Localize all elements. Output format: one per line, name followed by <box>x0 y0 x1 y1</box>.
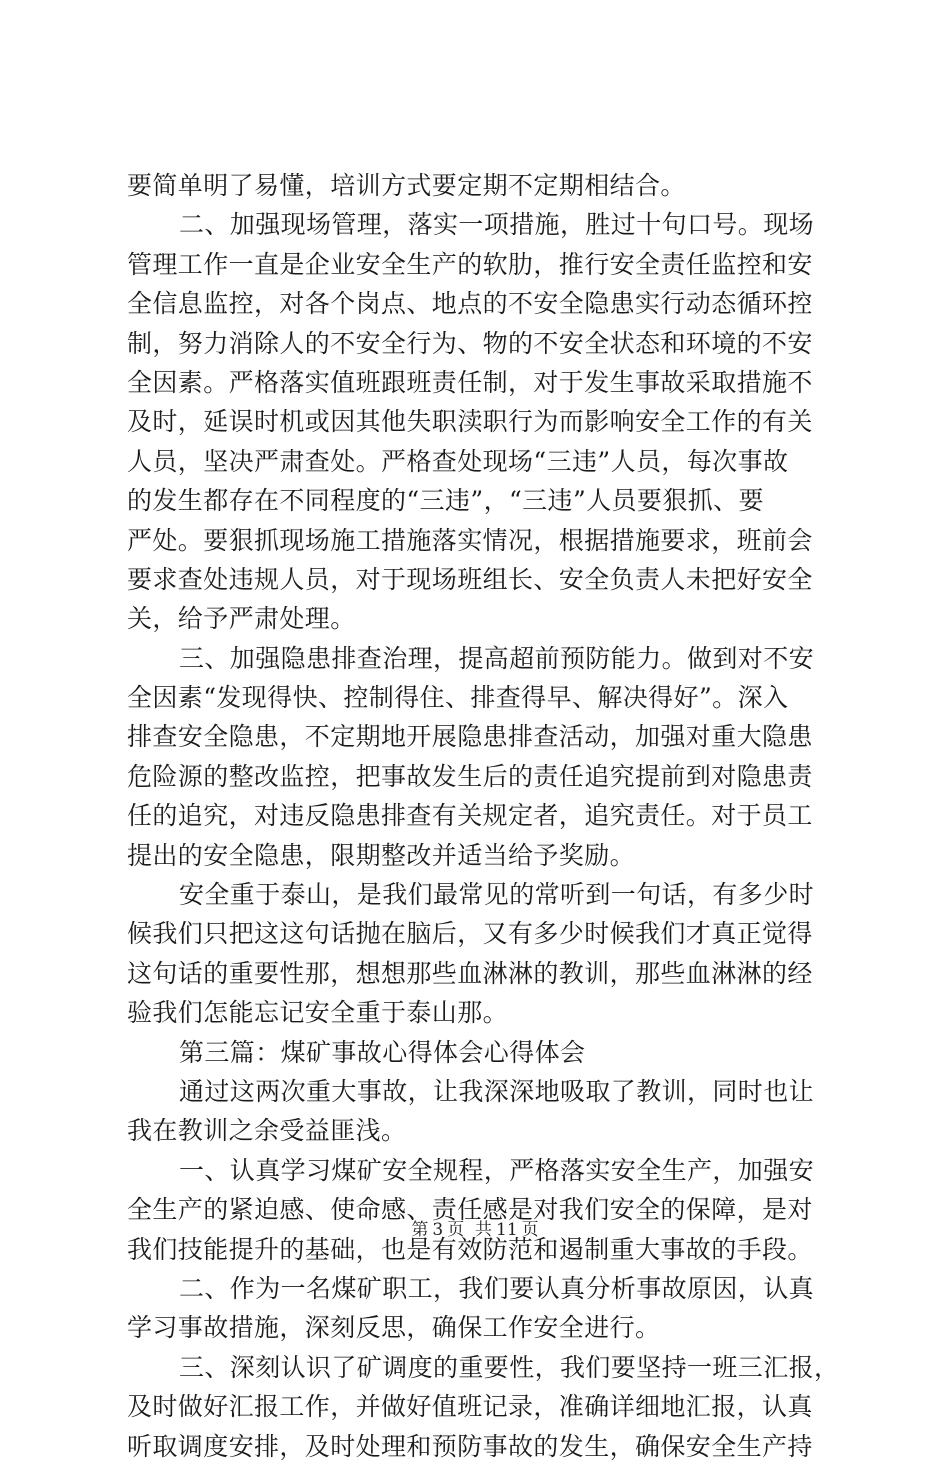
text-line: 验我们怎能忘记安全重于泰山那。 <box>127 998 509 1028</box>
text-line: 要简单明了易懂，培训方式要定期不定期相结合。 <box>127 171 686 200</box>
footer-page-suffix: 页 <box>521 1220 539 1240</box>
text-line: 及时，延误时机或因其他失职渎职行为而影响安全工作的有关 <box>127 407 813 437</box>
text-line: 学习事故措施，深刻反思，确保工作安全进行。 <box>127 1313 661 1343</box>
footer-total-pages: 11 <box>496 1220 518 1240</box>
text-line: 全信息监控，对各个岗点、地点的不安全隐患实行动态循环控 <box>127 289 813 319</box>
text-line: 这句话的重要性那，想想那些血淋淋的教训，那些血淋淋的经 <box>127 958 813 988</box>
text-line: 一、认真学习煤矿安全规程，严格落实安全生产，加强安 <box>179 1155 815 1185</box>
footer-page-number: 3 <box>432 1220 444 1240</box>
page-footer <box>0 1218 950 1242</box>
text-line: 危险源的整改监控，把事故发生后的责任追究提前到对隐患责 <box>127 761 813 791</box>
text-line: 第三篇：煤矿事故心得体会心得体会 <box>179 1037 586 1067</box>
text-line: 三、加强隐患排查治理，提高超前预防能力。做到对不安 <box>179 643 815 673</box>
text-line: 我们技能提升的基础，也是有效防范和遏制重大事故的手段。 <box>127 1234 813 1264</box>
text-line: 制，努力消除人的不安全行为、物的不安全状态和环境的不安 <box>127 328 813 358</box>
text-line: 严处。要狠抓现场施工措施落实情况，根据措施要求，班前会 <box>127 525 813 555</box>
text-line: 管理工作一直是企业安全生产的软肋，推行安全责任监控和安 <box>127 249 813 279</box>
text-line: 及时做好汇报工作，并做好值班记录，准确详细地汇报，认真 <box>127 1392 813 1422</box>
text-line: 候我们只把这这句话抛在脑后，又有多少时候我们才真正觉得 <box>127 919 813 949</box>
text-line: 要求查处违规人员，对于现场班组长、安全负责人未把好安全 <box>127 564 813 594</box>
text-line: 我在教训之余受益匪浅。 <box>127 1116 407 1146</box>
text-line: 任的追究，对违反隐患排查有关规定者，追究责任。对于员工 <box>127 801 813 831</box>
text-line: 通过这两次重大事故，让我深深地吸取了教训，同时也让 <box>179 1076 815 1106</box>
text-line: 全因素“发现得快、控制得住、排查得早、解决得好”。深入 <box>127 683 789 713</box>
footer-page-mid: 页 共 <box>447 1220 492 1240</box>
text-line: 关，给予严肃处理。 <box>127 604 356 634</box>
text-line: 全生产的紧迫感、使命感、责任感是对我们安全的保障，是对 <box>127 1195 813 1225</box>
text-line: 排查安全隐患，不定期地开展隐患排查活动，加强对重大隐患 <box>127 722 813 752</box>
text-line: 提出的安全隐患，限期整改并适当给予奖励。 <box>127 840 636 870</box>
text-line: 听取调度安排，及时处理和预防事故的发生，确保安全生产持 <box>127 1431 813 1461</box>
text-line: 二、加强现场管理，落实一项措施，胜过十句口号。现场 <box>179 210 815 240</box>
text-line: 安全重于泰山，是我们最常见的常听到一句话，有多少时 <box>179 880 815 910</box>
footer-page-prefix: 第 <box>411 1220 429 1240</box>
text-line: 二、作为一名煤矿职工，我们要认真分析事故原因，认真 <box>179 1273 815 1303</box>
text-line: 人员，坚决严肃查处。严格查处现场“三违”人员，每次事故 <box>127 446 789 476</box>
text-line: 三、深刻认识了矿调度的重要性，我们要坚持一班三汇报， <box>179 1352 840 1382</box>
text-line: 全因素。严格落实值班跟班责任制，对于发生事故采取措施不 <box>127 367 813 397</box>
text-line: 的发生都存在不同程度的“三违”，“三违”人员要狠抓、要 <box>127 486 764 516</box>
document-body <box>127 166 842 1466</box>
